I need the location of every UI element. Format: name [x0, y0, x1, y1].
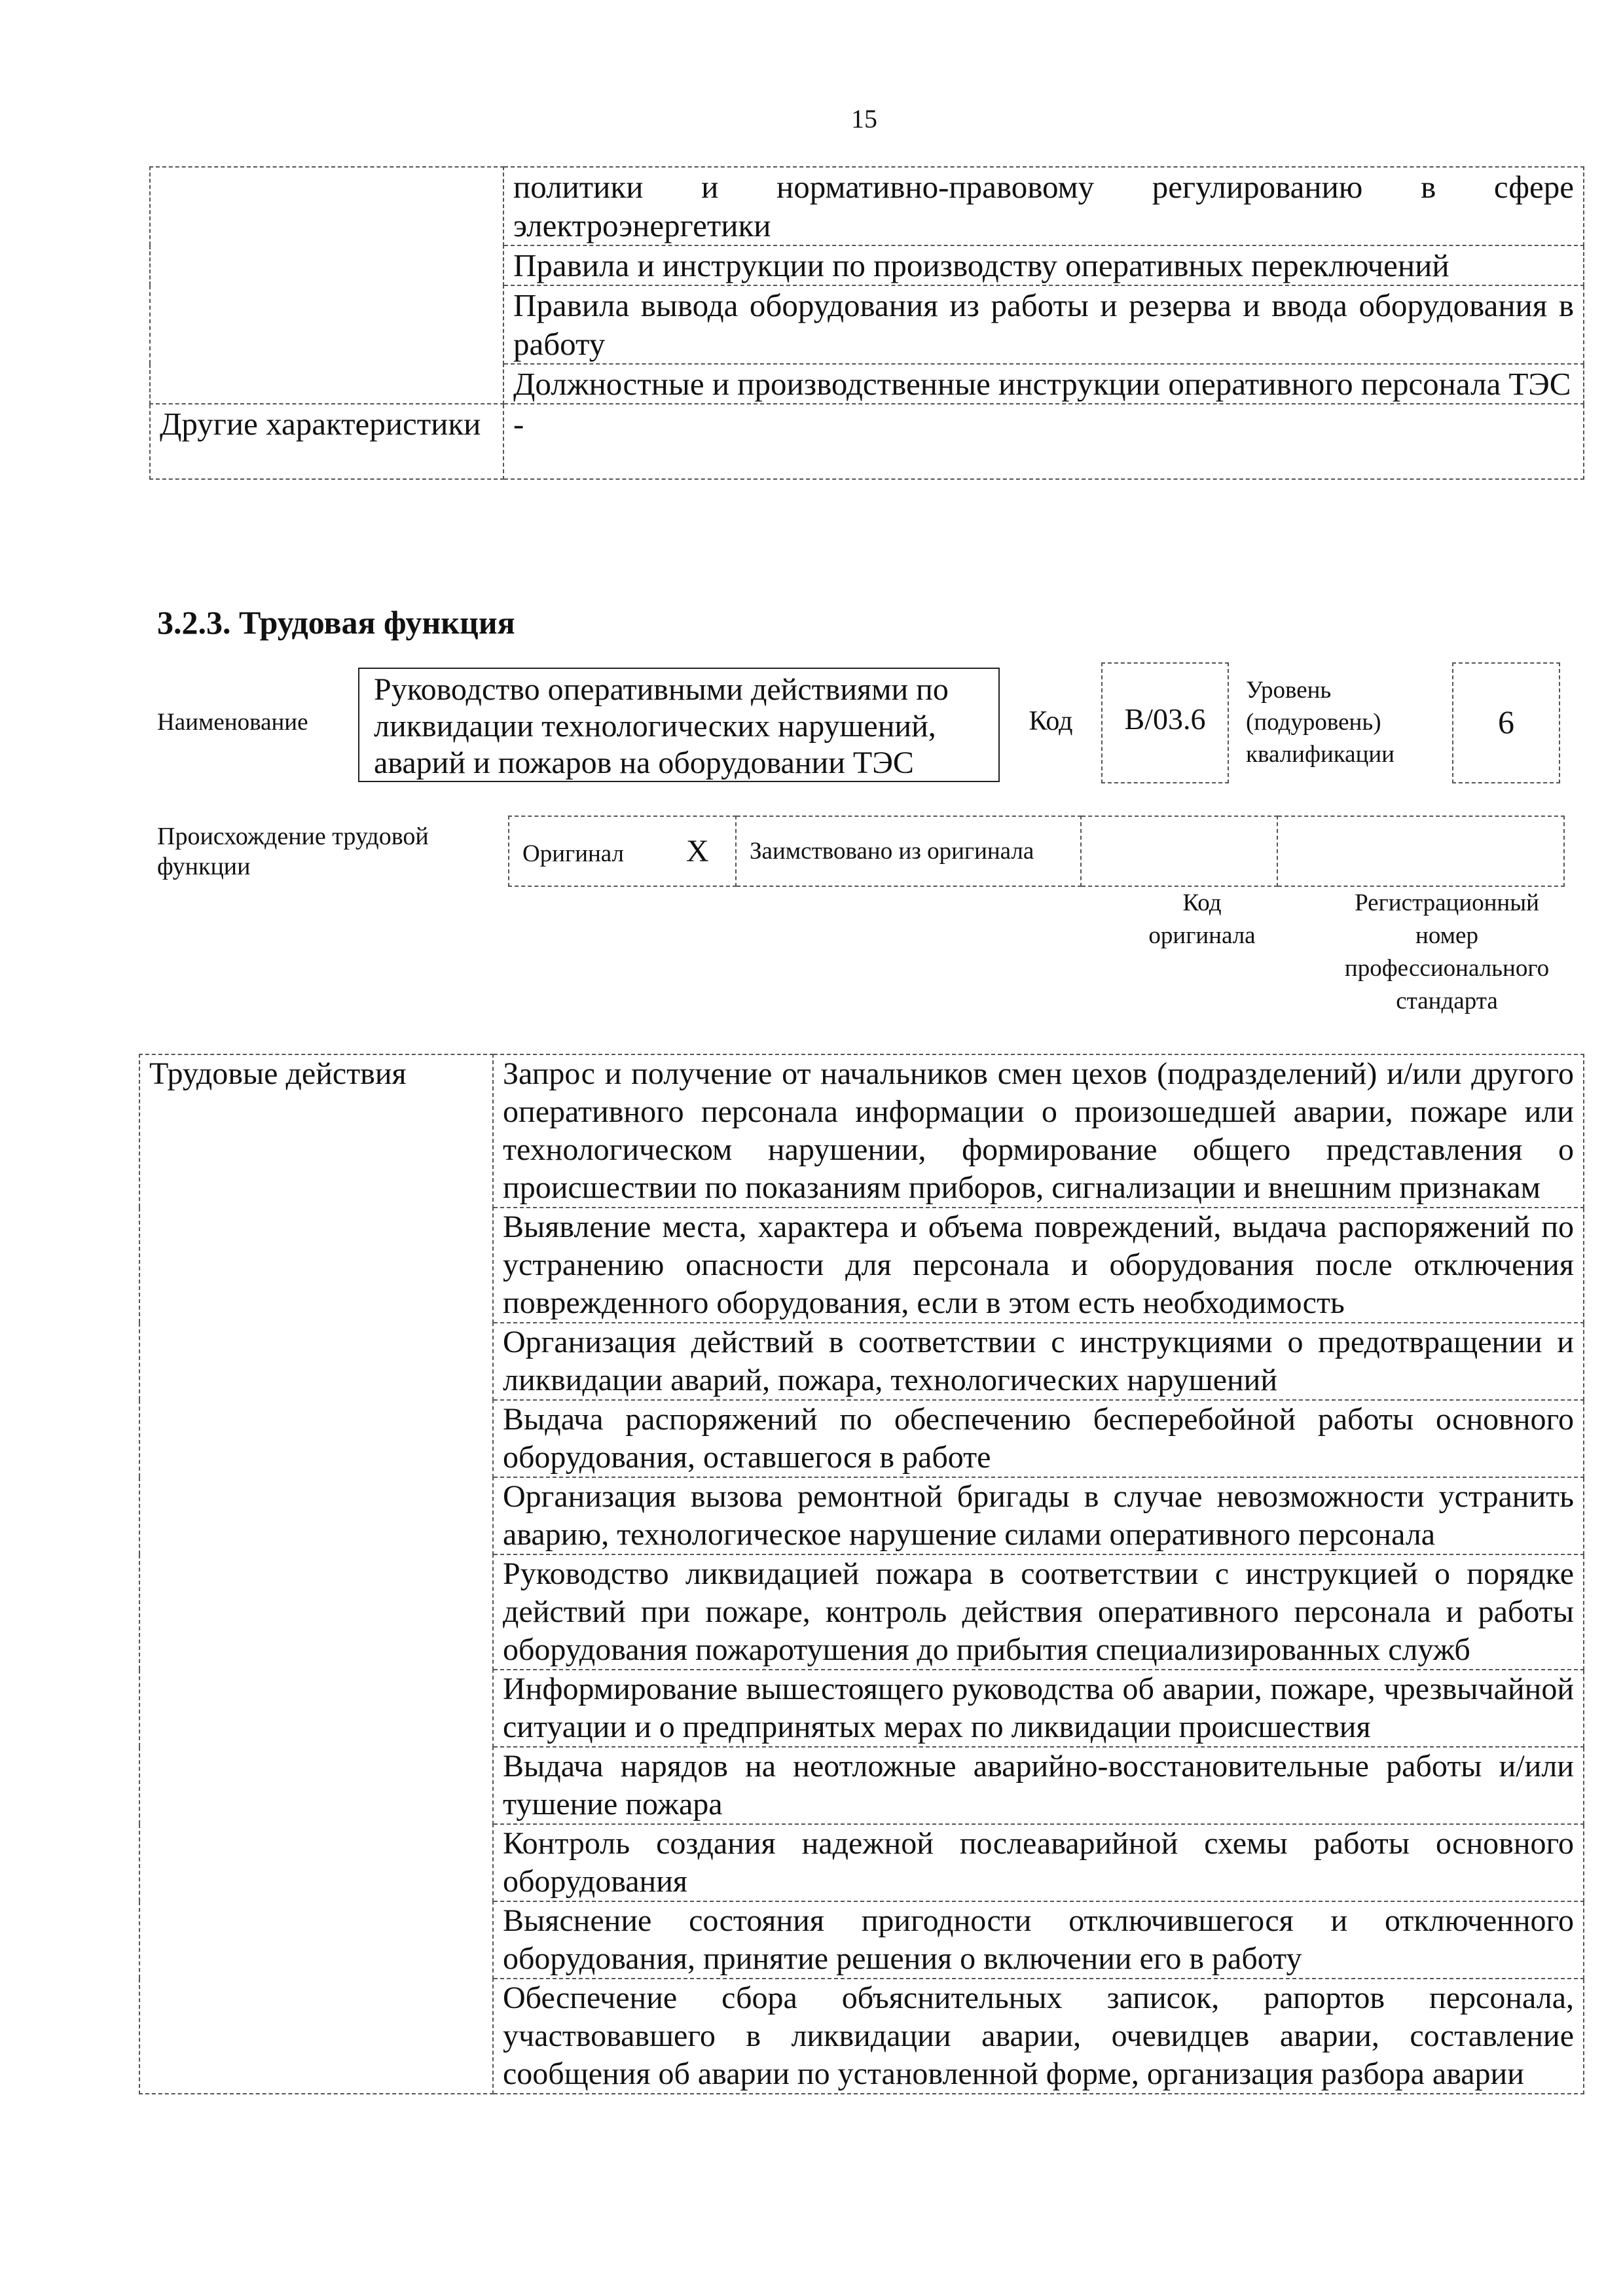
labor-action-item: Выдача нарядов на неотложные аварийно-восстановительные работы и/или тушение пожара	[493, 1747, 1584, 1824]
origin-label	[157, 821, 498, 882]
borrowed-label: Заимствовано из оригинала	[736, 816, 1081, 886]
origin-original-cell	[509, 816, 736, 886]
code-value: B/03.6	[1101, 662, 1229, 783]
function-name-box: Руководство оперативными действиями по ликвидации технологических нарушений, аварий и пожаров на оборудовании ТЭС	[358, 668, 1000, 782]
qualification-level-value: 6	[1452, 662, 1560, 783]
knowledge-item: Должностные и производственные инструкции оперативного персонала ТЭС	[503, 364, 1584, 404]
original-code-caption-text: Код оригинала	[1148, 889, 1256, 949]
labor-action-item: Организация вызова ремонтной бригады в случае невозможности устранить аварию, технологическое нарушение силами оперативного персонала	[493, 1477, 1584, 1554]
knowledge-item: политики и нормативно-правовому регулированию в сфере электроэнергетики	[503, 167, 1584, 245]
other-characteristics-label: Другие характеристики	[150, 404, 503, 479]
labor-action-item: Контроль создания надежной послеаварийной схемы работы основного оборудования	[493, 1824, 1584, 1901]
original-mark: X	[686, 834, 709, 869]
qualification-level-label	[1246, 674, 1403, 770]
registration-number-caption	[1309, 887, 1584, 1018]
knowledge-item: Правила и инструкции по производству оперативных переключений	[503, 245, 1584, 285]
labor-actions-table	[139, 1054, 1584, 2094]
knowledge-table	[149, 166, 1584, 480]
labor-actions-label: Трудовые действия	[139, 1054, 493, 2094]
origin-label-text: Происхождение трудовой функции	[157, 823, 429, 880]
registration-number-cell	[1277, 816, 1564, 886]
labor-action-item: Обеспечение сбора объяснительных записок, рапортов персонала, участвовавшего в ликвидации аварии, очевидцев аварии, составление сообщения об аварии по установленной форме, организация разбора аварии	[493, 1979, 1584, 2094]
labor-action-item: Запрос и получение от начальников смен цехов (подразделений) и/или другого оперативного персонала информации о произошедшей аварии, пожаре или технологическом нарушении, формирование общего представления о происшествии по показаниям приборов, сигнализации и внешним признакам	[493, 1054, 1584, 1208]
labor-action-item: Информирование вышестоящего руководства об аварии, пожаре, чрезвычайной ситуации и о предпринятых мерах по ликвидации происшествия	[493, 1670, 1584, 1747]
registration-number-caption-text: Регистрационный номер профессионального стандарта	[1344, 889, 1550, 1014]
labor-action-item: Выяснение состояния пригодности отключившегося и отключенного оборудования, принятие решения о включении его в работу	[493, 1901, 1584, 1979]
origin-table	[508, 816, 1565, 887]
label-cell-empty	[150, 167, 503, 404]
other-characteristics-value: -	[503, 404, 1584, 479]
original-code-caption	[1104, 887, 1300, 952]
knowledge-item: Правила вывода оборудования из работы и резерва и ввода оборудования в работу	[503, 285, 1584, 364]
code-label: Код	[1029, 706, 1073, 736]
name-label: Наименование	[157, 709, 308, 736]
qualification-level-text: Уровень (подуровень) квалификации	[1246, 677, 1395, 768]
section-heading: 3.2.3. Трудовая функция	[157, 604, 515, 641]
labor-action-item: Выявление места, характера и объема повреждений, выдача распоряжений по устранению опасности для персонала и оборудования после отключения поврежденного оборудования, если в этом есть необходимость	[493, 1208, 1584, 1323]
original-code-cell	[1081, 816, 1277, 886]
labor-action-item: Организация действий в соответствии с инструкциями о предотвращении и ликвидации аварий, пожара, технологических нарушений	[493, 1323, 1584, 1400]
labor-action-item: Руководство ликвидацией пожара в соответствии с инструкцией о порядке действий при пожаре, контроль действия оперативного персонала и работы оборудования пожаротушения до прибытия специализированных служб	[493, 1554, 1584, 1670]
page-number: 15	[851, 104, 877, 134]
labor-action-item: Выдача распоряжений по обеспечению бесперебойной работы основного оборудования, оставшегося в работе	[493, 1400, 1584, 1477]
original-label: Оригинал	[522, 840, 625, 867]
